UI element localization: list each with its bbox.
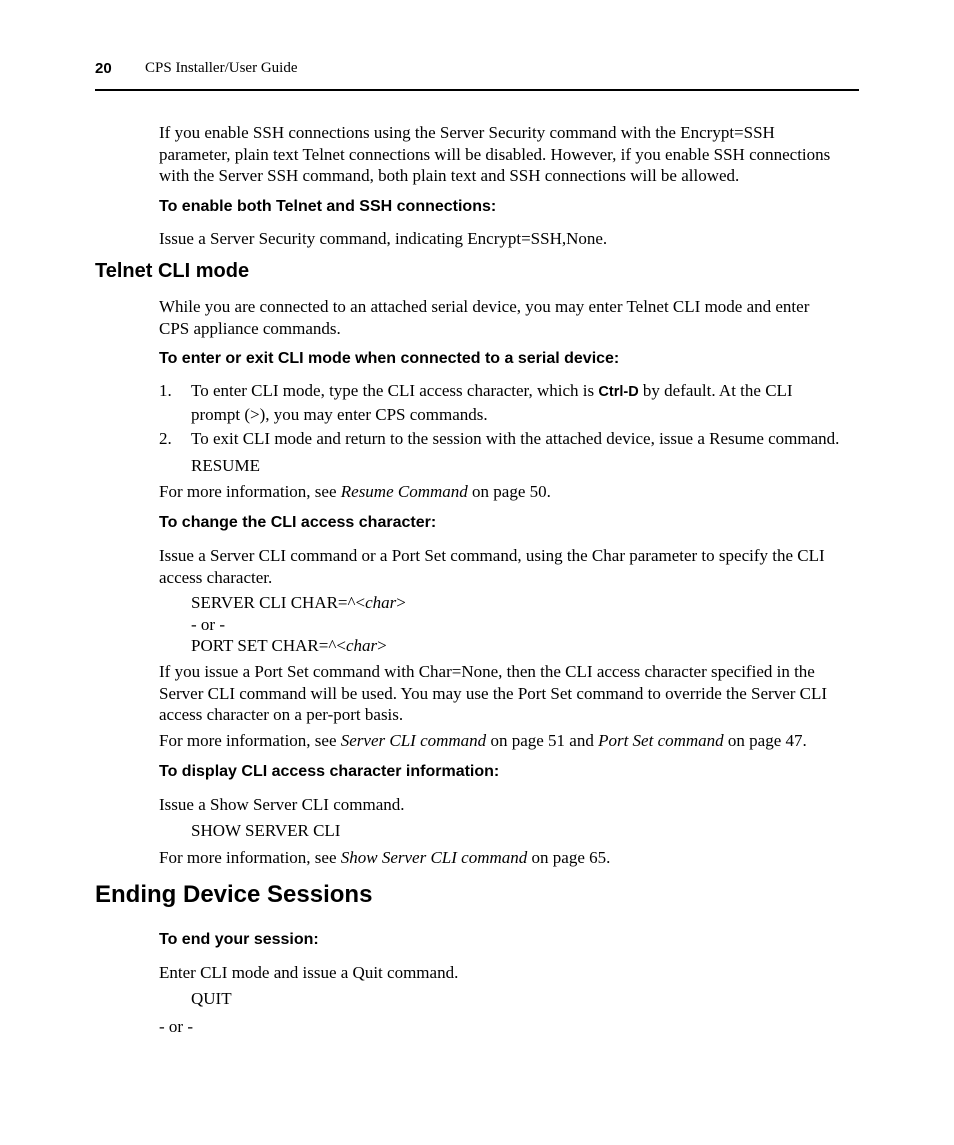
ctrl-d-key: Ctrl-D bbox=[598, 384, 639, 400]
step-1-text bbox=[191, 380, 793, 425]
more-info-prefix: For more information, see bbox=[159, 848, 341, 867]
running-header-title: CPS Installer/User Guide bbox=[145, 60, 298, 76]
more-info-resume bbox=[159, 481, 551, 503]
port-set-line: If you issue a Port Set command with Char=None, then the CLI access character specified in the bbox=[159, 662, 815, 681]
enable-both-text: Issue a Server Security command, indicating Encrypt=SSH,None. bbox=[159, 229, 608, 248]
more-info-show-server bbox=[159, 847, 610, 869]
end-session-text: Enter CLI mode and issue a Quit command. bbox=[159, 963, 459, 982]
code2-prefix: PORT SET CHAR=^< bbox=[191, 636, 346, 655]
code-quit: QUIT bbox=[191, 989, 232, 1008]
port-set-line: Server CLI command will be used. You may use the Port Set command to override the Server CLI bbox=[159, 683, 828, 703]
code-show-server-cli: SHOW SERVER CLI bbox=[191, 821, 341, 840]
code2-suffix: > bbox=[377, 636, 387, 655]
more-info-suffix: on page 65. bbox=[527, 848, 611, 867]
code2-var: char bbox=[345, 636, 378, 655]
more-info-suffix: on page 47. bbox=[723, 731, 807, 750]
change-char-line: access character. bbox=[159, 567, 273, 587]
or-separator-end: - or - bbox=[159, 1017, 193, 1036]
procedure-heading-enable-both: To enable both Telnet and SSH connections: bbox=[159, 198, 497, 215]
code-resume: RESUME bbox=[191, 456, 260, 475]
telnet-cli-line: While you are connected to an attached serial device, you may enter Telnet CLI mode and enter bbox=[159, 297, 810, 316]
step-1-text-a: To enter CLI mode, type the CLI access character, which is bbox=[191, 381, 599, 400]
more-info-prefix: For more information, see bbox=[159, 482, 341, 501]
code1-suffix: > bbox=[396, 593, 406, 612]
procedure-heading-end-session: To end your session: bbox=[159, 931, 319, 948]
procedure-heading-change-char: To change the CLI access character: bbox=[159, 514, 437, 531]
code-server-cli-char bbox=[191, 592, 406, 614]
step-2-number: 2. bbox=[159, 429, 172, 448]
telnet-cli-paragraph bbox=[159, 296, 809, 339]
more-info-prefix: For more information, see bbox=[159, 731, 341, 750]
change-char-paragraph bbox=[159, 545, 825, 588]
intro-line: If you enable SSH connections using the Server Security command with the Encrypt=SSH bbox=[159, 123, 775, 142]
resume-command-ref: Resume Command bbox=[340, 482, 468, 501]
intro-line: parameter, plain text Telnet connections will be disabled. However, if you enable SSH connections bbox=[159, 144, 831, 164]
code1-prefix: SERVER CLI CHAR=^< bbox=[191, 593, 366, 612]
code-port-set-char bbox=[191, 635, 387, 657]
display-char-text: Issue a Show Server CLI command. bbox=[159, 795, 405, 814]
section-heading-ending-sessions: Ending Device Sessions bbox=[95, 881, 373, 908]
port-set-line: access character on a per-port basis. bbox=[159, 705, 404, 724]
header-rule bbox=[95, 89, 859, 91]
telnet-cli-line: CPS appliance commands. bbox=[159, 318, 341, 338]
procedure-heading-enter-exit: To enter or exit CLI mode when connected to a serial device: bbox=[159, 350, 620, 367]
server-cli-command-ref: Server CLI command bbox=[340, 731, 487, 750]
port-set-command-ref: Port Set command bbox=[598, 731, 724, 750]
intro-paragraph bbox=[159, 122, 830, 187]
change-char-line: Issue a Server CLI command or a Port Set command, using the Char parameter to specify the CLI bbox=[159, 546, 825, 565]
procedure-heading-display-char: To display CLI access character information: bbox=[159, 763, 500, 780]
step-1-line bbox=[191, 380, 793, 404]
step-1-line: prompt (>), you may enter CPS commands. bbox=[191, 404, 488, 424]
show-server-cli-command-ref: Show Server CLI command bbox=[340, 848, 528, 867]
more-info-mid: on page 51 and bbox=[486, 731, 599, 750]
port-set-paragraph bbox=[159, 661, 827, 726]
step-1-number: 1. bbox=[159, 381, 172, 400]
page-number: 20 bbox=[95, 60, 112, 77]
intro-line: with the Server SSH command, both plain text and SSH connections will be allowed. bbox=[159, 166, 740, 185]
more-info-server-port bbox=[159, 730, 807, 752]
step-1-text-b: by default. At the CLI bbox=[638, 381, 793, 400]
code1-var: char bbox=[365, 593, 397, 612]
more-info-suffix: on page 50. bbox=[467, 482, 551, 501]
section-heading-telnet-cli: Telnet CLI mode bbox=[95, 260, 250, 282]
step-2-text: To exit CLI mode and return to the session with the attached device, issue a Resume command. bbox=[191, 429, 840, 448]
or-separator: - or - bbox=[191, 615, 225, 634]
